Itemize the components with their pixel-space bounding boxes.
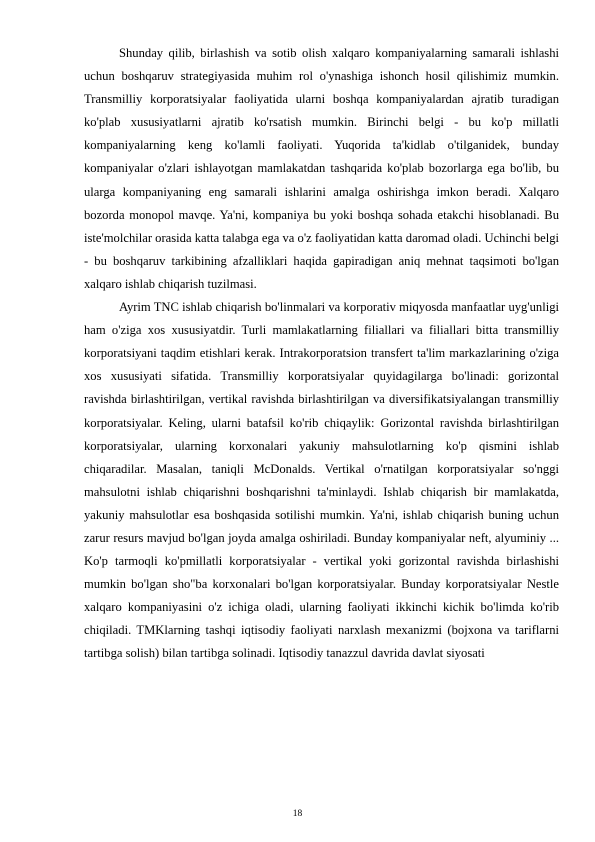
paragraph-1: Shunday qilib, birlashish va sotib olish xalqaro kompaniyalarning samarali ishlashi uchun boshqaruv strategiyasida muhim rol o'ynashiga ishonch hosil qilishimiz mumkin. Transmilliy korporatsiyalar faoliyatida ularni boshqa kompaniyalardan ajratib turadigan ko'plab xususiyatlarni ajratib ko'rsatish mumkin. Birinchi belgi - bu ko'p millatli kompaniyalarning keng ko'lamli faoliyati. Yuqorida ta'kidlab o'tilganidek, bunday kompaniyalar o'zlari ishlayotgan mamlakatdan tashqarida ko'plab bozorlarga ega bo'lib, bu ularga kompaniyaning eng samarali ishlarini amalga oshirishga imkon beradi. Xalqaro bozorda monopol mavqe. Ya'ni, kompaniya bu yoki boshqa sohada etakchi hisoblanadi. Bu iste'molchilar orasida katta talabga ega va o'z faoliyatidan katta daromad oladi. Uchinchi belgi - bu boshqaruv tarkibining afzalliklari haqida gapiradigan aniq mehnat taqsimoti bo'lgan xalqaro ishlab chiqarish tuzilmasi. (84, 46, 559, 291)
page-number: 18 (292, 809, 303, 819)
paragraph-2: Ayrim TNC ishlab chiqarish bo'linmalari va korporativ miqyosda manfaatlar uyg'unligi ham o'ziga xos xususiyatdir. Turli mamlakatlarning filiallari va filiallari bitta transmilliy korporatsiyani taqdim etishlari kerak. Intrakorporatsion transfert ta'lim markazlarining o'ziga xos xususiyati sifatida. Transmilliy korporatsiyalar quyidagilarga bo'linadi: gorizontal ravishda birlashtirilgan, vertikal ravishda birlashtirilgan va diversifikatsiyalangan transmilliy korporatsiyalar. Keling, ularni batafsil ko'rib chiqaylik: Gorizontal ravishda birlashtirilgan korporatsiyalar, ularning korxonalari yakuniy mahsulotlarning ko'p qismini ishlab chiqaradilar. Masalan, taniqli McDonalds. Vertikal o'rnatilgan korporatsiyalar so'nggi mahsulotni ishlab chiqarishni boshqarishni ta'minlaydi. Ishlab chiqarish bir mamlakatda, yakuniy mahsulotlar esa boshqasida sotilishi mumkin. Ya'ni, ishlab chiqarish buning uchun zarur resurs mavjud bo'lgan joyda amalga oshiriladi. Bunday kompaniyalar neft, alyuminiy ... Ko'p tarmoqli ko'pmillatli korporatsiyalar - vertikal yoki gorizontal ravishda birlashishi mumkin bo'lgan sho"ba korxonalari bo'lgan korporatsiyalar. Bunday korporatsiyalar Nestle xalqaro kompaniyasini o'z ichiga oladi, ularning faoliyati ikkinchi kichik bo'limda ko'rib chiqiladi. TMKlarning tashqi iqtisodiy faoliyati narxlash mexanizmi (bojxona va tariflarni tartibga solish) bilan tartibga solinadi. Iqtisodiy tanazzul davrida davlat siyosati (84, 300, 559, 661)
document-page (84, 42, 559, 666)
